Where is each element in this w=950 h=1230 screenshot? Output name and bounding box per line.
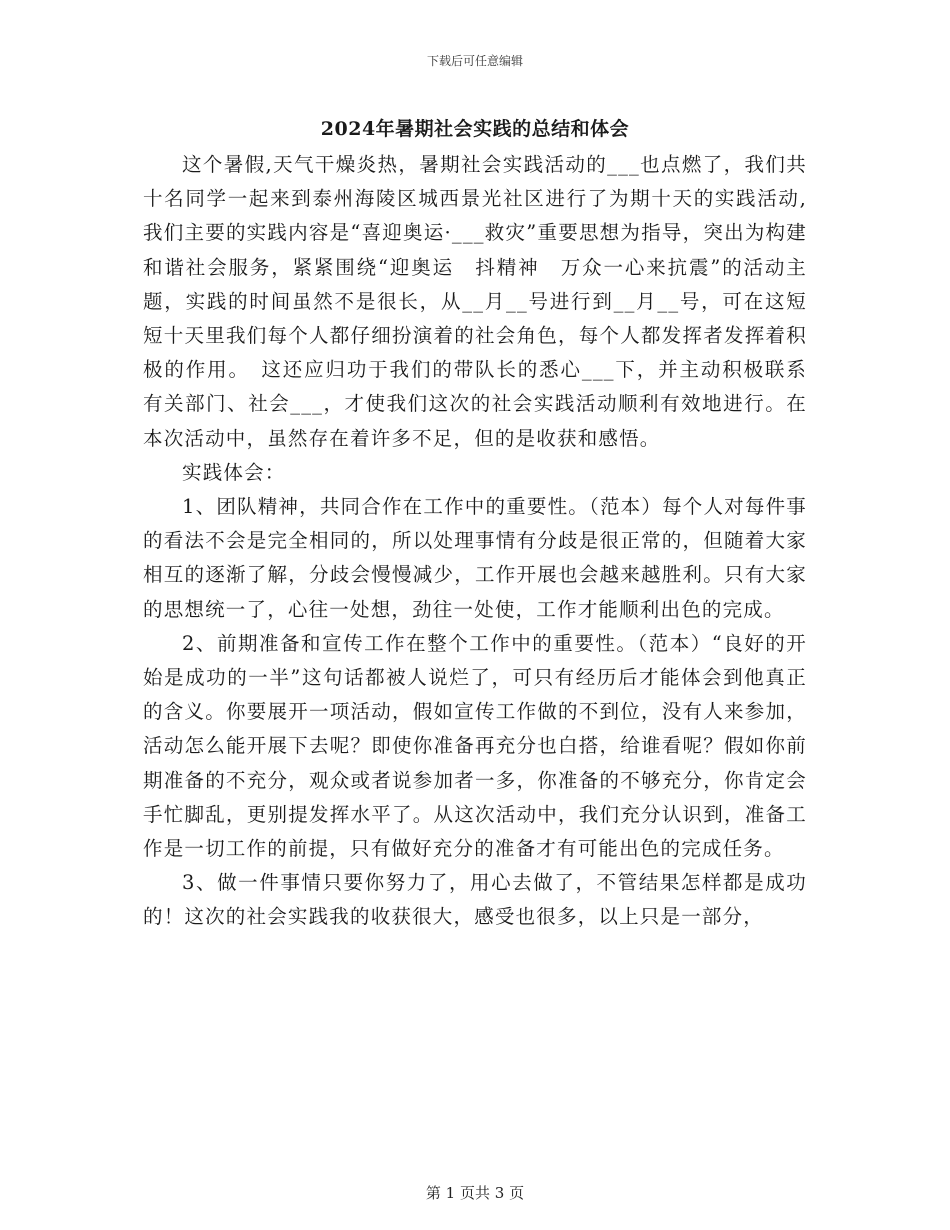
paragraph-point-1: 1、团队精神，共同合作在工作中的重要性。（范本）每个人对每件事的看法不会是完全相同的，所以处理事情有分歧是很正常的，但随着大家相互的逐渐了解，分歧会慢慢减少，工作开展也会越来越胜利。只有大家的思想统一了，心往一处想，劲往一处使，工作才能顺利出色的完成。 xyxy=(143,495,807,621)
paragraph-point-3: 3、做一件事情只要你努力了，用心去做了，不管结果怎样都是成功的！这次的社会实践我的收获很大，感受也很多，以上只是一部分， xyxy=(143,871,807,929)
paragraph-intro: 这个暑假,天气干燥炎热，暑期社会实践活动的___也点燃了，我们共十名同学一起来到泰州海陵区城西景光社区进行了为期十天的实践活动,我们主要的实践内容是“喜迎奥运·___救灾”重要思想为指导，突出为构建和谐社会服务，紧紧围绕“迎奥运 抖精神 万众一心来抗震”的活动主题，实践的时间虽然不是很长，从__月__号进行到__月__号，可在这短短十天里我们每个人都仔细扮演着的社会角色，每个人都发挥者发挥着积极的作用。 这还应归功于我们的带队长的悉心___下，并主动积极联系有关部门、社会___，才使我们这次的社会实践活动顺利有效地进行。在本次活动中，虽然存在着许多不足，但的是收获和感悟。 xyxy=(143,153,807,450)
document-title: 2024年暑期社会实践的总结和体会 xyxy=(320,118,630,140)
page-header-note: 下载后可任意编辑 xyxy=(426,54,523,68)
paragraph-heading-practice: 实践体会： xyxy=(182,460,286,484)
page-number-footer: 第 1 页共 3 页 xyxy=(425,1184,525,1202)
paragraph-point-2: 2、前期准备和宣传工作在整个工作中的重要性。（范本）“良好的开始是成功的一半”这句话都被人说烂了，可只有经历后才能体会到他真正的含义。你要展开一项活动，假如宣传工作做的不到位，没有人来参加，活动怎么能开展下去呢？即使你准备再充分也白搭，给谁看呢？假如你前期准备的不充分，观众或者说参加者一多，你准备的不够充分，你肯定会手忙脚乱，更别提发挥水平了。从这次活动中，我们充分认识到，准备工作是一切工作的前提，只有做好充分的准备才有可能出色的完成任务。 xyxy=(143,631,807,861)
document-body xyxy=(143,148,807,935)
